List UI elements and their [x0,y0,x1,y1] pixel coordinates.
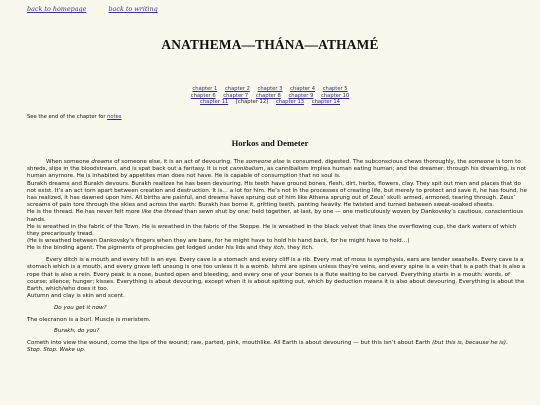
chapter-link[interactable]: chapter 6 [190,92,216,99]
chapter-row-1 [27,86,513,93]
chapter-body [27,159,527,354]
paragraph: (He is wreathed between Dankovsky’s fingers when they are bare, for he might have to hold his hand back, for he might have to hold…) [27,238,410,245]
back-to-homepage-link[interactable]: back to homepage [27,5,87,13]
paragraph: He is the thread. He has never felt more like the thread than sewn shut by one; held together, at last, by one — one meticulously woven by Dankovsky’s cautious, conscientious hands. [27,209,524,223]
chapter-row-3 [27,99,513,106]
paragraph: Stop. Stop. Wake up. [27,347,86,354]
chapter-index [27,86,513,106]
chapter-link[interactable]: chapter 7 [223,92,249,99]
chapter-link[interactable]: chapter 14 [311,99,340,106]
italic-line: Burakh, do you? [54,328,100,335]
chapter-link[interactable]: chapter 9 [288,92,314,99]
notes-pointer [27,114,122,121]
paragraph: Autumn and clay is skin and scent. [27,293,125,300]
paragraph: Every ditch is a mouth and every hill is an eye. Every cave is a stomach and every cliff is a rib. Every mat of moss is symphysis, ears are tender seashells. Every cave is a stomach which is a mouth, and every grave left unsung is one too unless it is a womb. Ishmi are spines unless they’re veins, and every spine is a vein that is a path that is also a rope that is also a rein. Every peak is a nose, busted open and bleeding, and every one of your bones is a flute waiting to be carved. Everything starts in a mouth: words, of course; silence; hunger; kisses. Everything is about devouring, except when it is about spitting out, which by deduction means it is also about devouring. Everything is about the Earth, which/who does it too. [27,257,526,292]
chapter-link[interactable]: chapter 11 [200,99,229,106]
paragraph: He is wreathed in the fabric of the Town. He is wreathed in the fabric of the Steppe. He is wreathed in the black velvet that lines the overflowing cup, the dark waters of which they precariously tread. [27,223,517,238]
paragraph: The olecranon is a burl. Muscle is meristem. [27,316,151,323]
paragraph: He is the binding agent. The pigments of prophecies get lodged under his lids and they itch, they itch. [27,245,314,252]
chapter-link[interactable]: chapter 1 [192,86,218,92]
chapter-link[interactable]: chapter 5 [322,86,348,92]
top-nav [27,6,178,13]
chapter-link[interactable]: chapter 2 [224,86,250,92]
notes-pointer-text: See the end of the chapter for [27,114,108,120]
paragraph: When someone dreams of someone else, it is an act of devouring. The someone else is consumed, digested. The subconscious chews thoroughly, the someone is torn to shreds, slips in the bloodstream, and is spat back out a fantasy. It is not cannibalism, as cannibalism implies human eating human; and the dreamer, through his dreaming, is not human anymore. He is inhabited by appetites man does not have. He is capable of consumption that no soul is. [27,159,527,180]
back-to-writing-link[interactable]: back to writing [108,5,158,13]
notes-link[interactable]: notes [107,114,122,120]
chapter-link[interactable]: chapter 8 [255,92,281,99]
paragraph: Burakh dreams and Burakh devours. Burakh realizes he has been devouring. His teeth have ground bones, flesh, dirt, herbs, flowers, clay. They spit out men and places that do not exist. It’s an act torn apart between creation and destruction. It is… a lot for him. He’s not in the processes of creating life, but merely to protect and save it, he has found, he has realized, it has dawned upon him. All births are painful, and dreams have sprung out of him like Athena sprung out of Zeus’ skull: armed, armored, tearing through. Zeus’ screams of pain tore through the skies and across the earth: Burakh has borne it, gritting teeth, panting heavily. He twisted and turned between sweat-soaked sheets. [27,180,527,209]
chapter-link[interactable]: chapter 10 [321,92,350,99]
italic-line: Do you get it now? [54,304,107,311]
section-title: Horkos and Demeter [231,138,309,148]
paragraph: Cometh into view the wound, come the lips of the wound; raw, parted, pink, mouthlike. All Earth is about devouring — but this isn’t about Earth (but this is, because he is). [27,339,508,346]
chapter-link[interactable]: chapter 4 [290,86,316,92]
chapter-link[interactable]: chapter 13 [275,99,305,106]
chapter-row-2 [27,93,513,100]
page-title: ANATHEMA—THÁNA—ATHAMÉ [161,37,379,52]
chapter-link[interactable]: chapter 3 [257,86,283,92]
current-chapter-label: [chapter 12] [235,99,269,106]
